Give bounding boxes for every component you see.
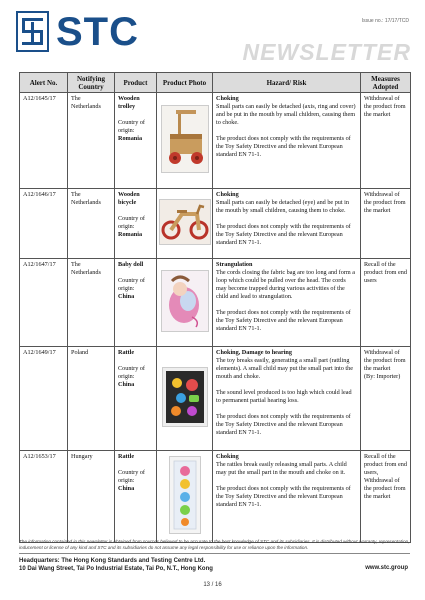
alert-number: A12/1646/17 bbox=[20, 189, 68, 259]
disclaimer: The information contained in this newsletter is obtained from sources believed to be accurate to the best knowledge of STC and its subsidiaries. It is distributed without warranty, representation, inducement or license of any kind and STC and its subsidiaries do not assume any legal responsibility for use or reliance upon the information. bbox=[19, 539, 410, 550]
wooden-bicycle-photo-icon bbox=[159, 199, 211, 245]
alert-number: A12/1645/17 bbox=[20, 93, 68, 189]
alert-number: A12/1649/17 bbox=[20, 347, 68, 451]
origin-country: China bbox=[118, 381, 135, 388]
hazard-description: Small parts can easily be detached (axis, ring and cover) and be put in the mouth by small children, causing them to choke. bbox=[216, 103, 356, 126]
product-photo bbox=[157, 451, 213, 543]
origin-country: China bbox=[118, 293, 135, 300]
measures-note: (By: Importer) bbox=[364, 373, 401, 380]
hazard-title: Choking, Damage to hearing bbox=[216, 349, 292, 356]
wooden-trolley-photo-icon bbox=[161, 105, 209, 173]
rattle-set-photo-icon bbox=[162, 367, 208, 427]
rattle-pack-photo-icon bbox=[169, 456, 201, 534]
col-header-measures: Measures Adopted bbox=[361, 73, 411, 93]
stc-logo-icon bbox=[16, 11, 49, 52]
table-row bbox=[20, 347, 411, 451]
measures-text: Withdrawal of the product from the market bbox=[364, 95, 406, 118]
issue-number: Issue no.: 17/17/TCD bbox=[361, 18, 409, 24]
notifying-country: Poland bbox=[68, 347, 115, 451]
baby-doll-photo-icon bbox=[161, 270, 209, 332]
page-number: 13 / 16 bbox=[203, 582, 222, 588]
brand-name: STC bbox=[56, 10, 139, 54]
product-name: Baby doll bbox=[118, 261, 144, 268]
origin-label: Country of origin: bbox=[118, 277, 145, 292]
col-header-hazard: Hazard/ Risk bbox=[213, 73, 361, 93]
product-name: Rattle bbox=[118, 453, 135, 460]
measures-adopted bbox=[361, 347, 411, 451]
origin-label: Country of origin: bbox=[118, 365, 145, 380]
table-header-row bbox=[20, 73, 411, 93]
origin-country: Romania bbox=[118, 135, 143, 142]
product-photo bbox=[157, 93, 213, 189]
product-name: Rattle bbox=[118, 349, 135, 356]
notifying-country: Hungary bbox=[68, 451, 115, 543]
hazard-cell bbox=[213, 93, 361, 189]
table-row bbox=[20, 189, 411, 259]
origin-label: Country of origin: bbox=[118, 119, 145, 134]
product-photo bbox=[157, 259, 213, 347]
alert-number: A12/1653/17 bbox=[20, 451, 68, 543]
notifying-country: The Netherlands bbox=[68, 259, 115, 347]
hazard-cell bbox=[213, 347, 361, 451]
hazard-description: The rattles break easily releasing small parts. A child may put the small part in the mouth and choke on it. bbox=[216, 461, 347, 476]
website-link[interactable]: www.stc.group bbox=[365, 565, 408, 571]
product-cell bbox=[115, 347, 157, 451]
product-cell bbox=[115, 93, 157, 189]
newsletter-title: NEWSLETTER bbox=[242, 39, 411, 65]
hazard-description: Small parts can easily be detached (eye) and be put in the mouth by small children, causing them to choke. bbox=[216, 199, 349, 214]
table-row bbox=[20, 93, 411, 189]
measures-text: Recall of the product from end users, Withdrawal of the product from the market bbox=[364, 453, 407, 500]
measures-adopted bbox=[361, 451, 411, 543]
compliance-note: The product does not comply with the requirements of the Toy Safety Directive and the relevant European standard EN 71-1. bbox=[216, 485, 351, 508]
product-cell bbox=[115, 451, 157, 543]
col-header-product: Product bbox=[115, 73, 157, 93]
recall-table bbox=[19, 72, 411, 543]
compliance-note: The product does not comply with the requirements of the Toy Safety Directive and the relevant European standard EN 71-1. bbox=[216, 309, 351, 332]
hazard-description: The toy breaks easily, generating a small part (rattling elements). A small child may put the small part into the mouth and choke. bbox=[216, 357, 353, 380]
compliance-note: The product does not comply with the requirements of the Toy Safety Directive and the relevant European standard EN 71-1. bbox=[216, 223, 351, 246]
hazard-title: Strangulation bbox=[216, 261, 253, 268]
hq-line-1: Headquarters: The Hong Kong Standards and Testing Centre Ltd. bbox=[19, 558, 206, 564]
footer-divider bbox=[19, 553, 410, 554]
measures-adopted bbox=[361, 93, 411, 189]
origin-label: Country of origin: bbox=[118, 215, 145, 230]
product-name: Wooden bicycle bbox=[118, 191, 140, 206]
measures-text: Withdrawal of the product from the market bbox=[364, 349, 406, 372]
product-photo bbox=[157, 347, 213, 451]
product-photo bbox=[157, 189, 213, 259]
origin-country: Romania bbox=[118, 231, 143, 238]
hazard-title: Choking bbox=[216, 191, 239, 198]
newsletter-header bbox=[0, 0, 425, 70]
origin-country: China bbox=[118, 485, 135, 492]
hazard-cell bbox=[213, 451, 361, 543]
product-cell bbox=[115, 189, 157, 259]
headquarters-address bbox=[19, 557, 213, 573]
origin-label: Country of origin: bbox=[118, 469, 145, 484]
product-cell bbox=[115, 259, 157, 347]
hazard-description: The cords closing the fabric bag are too long and form a loop which could be pulled over the head. The cords may become trapped during various activities of the child and lead to strangulation. bbox=[216, 269, 355, 300]
hq-line-2: 10 Dai Wang Street, Tai Po Industrial Estate, Tai Po, N.T., Hong Kong bbox=[19, 566, 213, 572]
alert-number: A12/1647/17 bbox=[20, 259, 68, 347]
hazard-description-2: The sound level produced is too high which could lead to permanent partial hearing loss. bbox=[216, 389, 352, 404]
hazard-title: Choking bbox=[216, 453, 239, 460]
notifying-country: The Netherlands bbox=[68, 189, 115, 259]
measures-text: Withdrawal of the product from the market bbox=[364, 191, 406, 214]
table-row bbox=[20, 259, 411, 347]
product-name: Wooden trolley bbox=[118, 95, 140, 110]
hazard-title: Choking bbox=[216, 95, 239, 102]
compliance-note: The product does not comply with the requirements of the Toy Safety Directive and the relevant European standard EN 71-1. bbox=[216, 413, 351, 436]
table-row bbox=[20, 451, 411, 543]
hazard-cell bbox=[213, 189, 361, 259]
hazard-cell bbox=[213, 259, 361, 347]
col-header-country: Notifying Country bbox=[68, 73, 115, 93]
notifying-country: The Netherlands bbox=[68, 93, 115, 189]
measures-adopted bbox=[361, 189, 411, 259]
measures-text: Recall of the product from end users bbox=[364, 261, 407, 284]
col-header-photo: Product Photo bbox=[157, 73, 213, 93]
measures-adopted bbox=[361, 259, 411, 347]
compliance-note: The product does not comply with the requirements of the Toy Safety Directive and the relevant European standard EN 71-1. bbox=[216, 135, 351, 158]
col-header-alert: Alert No. bbox=[20, 73, 68, 93]
